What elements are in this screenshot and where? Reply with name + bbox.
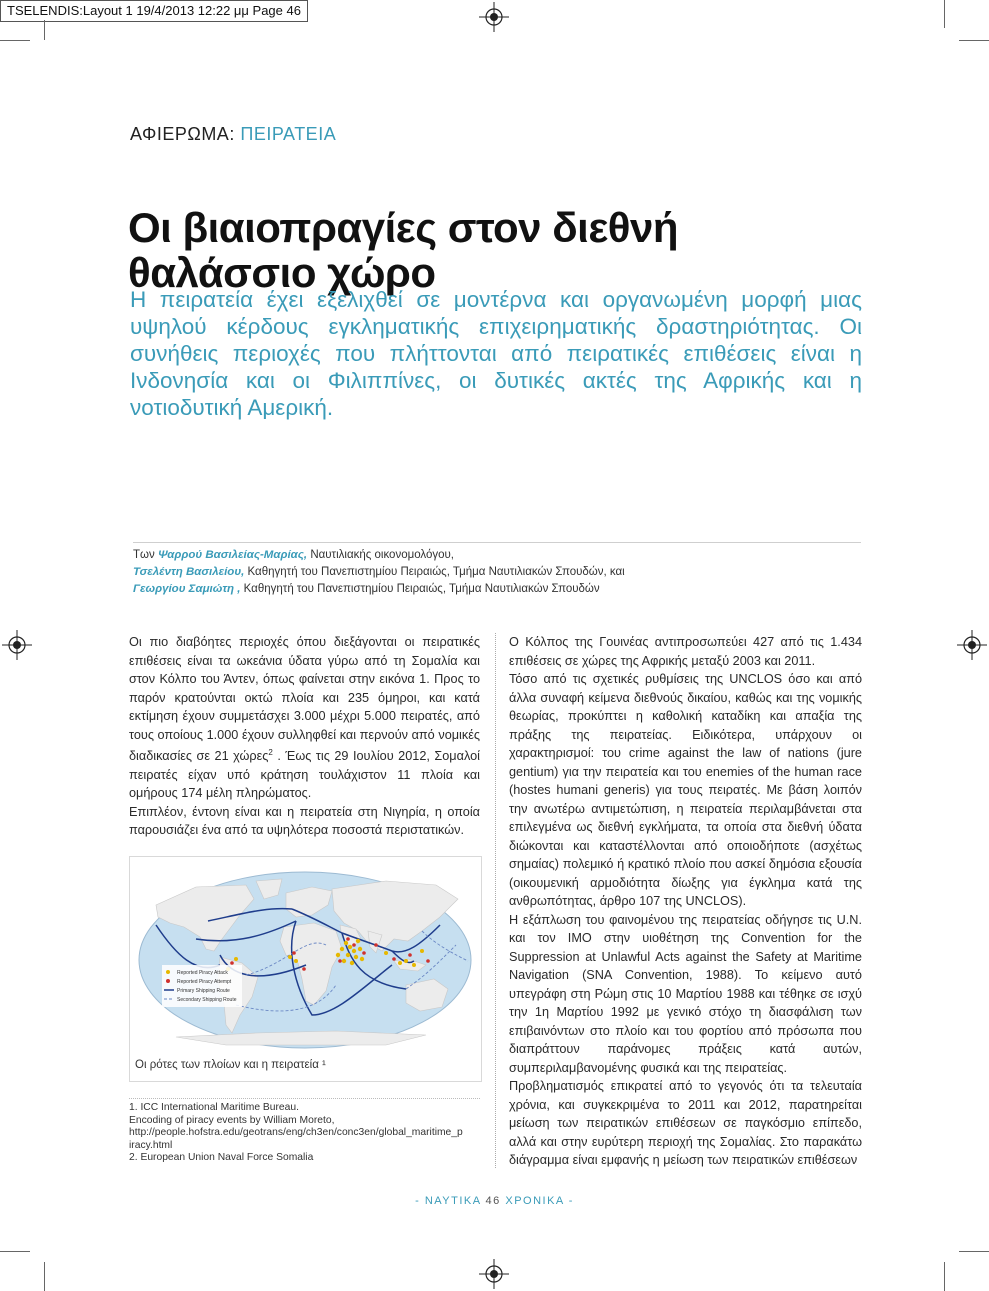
author-name: Τσελέντη Βασιλείου,: [133, 566, 245, 578]
footnote-line: 1. ICC International Maritime Bureau.: [129, 1102, 299, 1113]
map-legend: [162, 965, 242, 1007]
body-paragraph: Οι πιο διαβόητες περιοχές όπου διεξάγονται οι πειρατικές επιθέσεις είναι τα ωκεάνια ύδατα γύρω από τη Σομαλία και στον Κόλπο του Άντεν, όπως φαίνεται στην εικόνα 1. Προς το παρόν κρατούνται οκτώ πλοία και 235 όμηροι, και κατά εκτίμηση έχουν συμμετάσχει 3.000 μέχρι 5.000 πειρατές, από τους οποίους 1.000 έχουν συλληφθεί και περνούν από νομικές διαδικασίες σε 21 χώρες$^2$ . Έως τις 29 Ιουλίου 2012, Σομαλοί πειρατές είχαν υπό κράτηση τουλάχιστον 11 πλοία και ομήρους 174 μέλη πληρώματος.: [129, 635, 480, 801]
figure-shipping-routes-map: [129, 856, 482, 1082]
byline-author-1: [133, 547, 861, 564]
footnotes: [129, 1102, 489, 1165]
crop-mark: [44, 20, 45, 40]
crop-mark: [44, 1262, 45, 1291]
body-paragraph: Τόσο από τις σχετικές ρυθμίσεις της UNCLOS όσο και από άλλα συναφή κείμενα διεθνούς δικαίου, καθώς και της νομικής θεωρίας, προκύπτει η καθολική καταδίκη και απαξία της πράξης της πειρατείας. Ειδικότερα, υπάρχουν οι χαρακτηρισμοί: του crime against the law of nations (jure gentium) για την πειρατεία και του enemies of the human race (hostes humani generis) για τους πειρατές. Με βάση λοιπόν την ανωτέρω αντιμετώπιση, η πειρατεία περιλαμβάνεται στα επιλεγμένα ως διεθνή εγκλήματα, τα οποία στα διεθνή ύδατα διώκονται και καταστέλλονται από οποιοδήποτε (ασχέτως σημαίας) πολεμικό ή κρατικό πλοίο που ασκεί δημόσια εξουσία (οικουμενική αρμοδιότητα δίωξης για έγκλημα κατά της ανθρωπότητας, άρθρο 107 της UNCLOS).: [509, 672, 862, 908]
footnotes-divider: [129, 1098, 480, 1100]
byline-author-2: [133, 564, 861, 581]
body-paragraph: Επιπλέον, έντονη είναι και η πειρατεία στη Νιγηρία, η οποία παρουσιάζει ένα από τα υψηλότερα ποσοστά περιστατικών.: [129, 804, 480, 838]
body-paragraph: Η εξάπλωση του φαινομένου της πειρατείας οδήγησε τις U.N. και τον IMO στην υιοθέτηση της Convention for the Suppression at Unlawful Acts against the Safety at Maritime Navigation (SNA Convention, 1988). Το κείμενο αυτό υπεγράφη στη Ρώμη στις 10 Μαρτίου 1988 και τέθηκε σε ισχύ την 1η Μαρτίου 1992 με γενικό στόχο τη διασφάλιση των επιβαινόντων στο πλοίο και του φορτίου από πρόσωπα που διαπράττουν παράνομες πράξεις κατά αυτών, συμπεριλαμβανομένης φυσικά και της πειρατείας.: [509, 912, 862, 1075]
crop-mark: [959, 1251, 989, 1252]
figure-caption: Οι ρότες των πλοίων και η πειρατεία ¹: [135, 1059, 326, 1071]
crop-mark: [944, 0, 945, 28]
byline: [133, 547, 861, 598]
section-header: [130, 124, 336, 145]
body-paragraph: Ο Κόλπος της Γουινέας αντιπροσωπεύει 427 από τις 1.434 επιθέσεις σε χώρες της Αφρικής μεταξύ 2003 και 2011.: [509, 635, 862, 668]
crop-mark: [0, 1251, 30, 1252]
legend-label: Reported Piracy Attempt: [177, 979, 232, 985]
footnote-line: http://people.hofstra.edu/geotrans/eng/ch3en/conc3en/global_maritime_p: [129, 1127, 463, 1138]
right-column: [509, 633, 862, 1170]
author-role: Καθηγητή του Πανεπιστημίου Πειραιώς, Τμήμα Ναυτιλιακών Σπουδών, και: [247, 566, 625, 578]
author-name: Ψαρρού Βασιλείας-Μαρίας,: [157, 549, 308, 561]
section-label: ΑΦΙΕΡΩΜΑ:: [130, 124, 235, 144]
footnote-line: Encoding of piracy events by William Moreto,: [129, 1114, 335, 1126]
folio-left: - ΝΑΥΤΙΚΑ: [415, 1195, 481, 1207]
crop-mark: [944, 1262, 945, 1291]
section-value: ΠΕΙΡΑΤΕΙΑ: [240, 124, 337, 144]
byline-divider: [133, 542, 861, 543]
byline-author-3: [133, 581, 861, 598]
article-title: Οι βιαιοπραγίες στον διεθνή θαλάσσιο χώρο: [128, 204, 678, 296]
world-map-image: [136, 865, 474, 1055]
author-name: Γεωργίου Σαμιώτη ,: [133, 583, 241, 595]
article-lead: Η πειρατεία έχει εξελιχθεί σε μοντέρνα και οργανωμένη μορφή μιας υψηλού κέρδους εγκληματικής επιχειρηματικής δραστηριότητας. Οι συνήθεις περιοχές που πλήττονται από πειρατικές επιθέσεις είναι η Ινδονησία και οι Φιλιππίνες, οι δυτικές ακτές της Αφρικής και η νοτιοδυτική Αμερική.: [130, 287, 862, 420]
registration-mark-icon: [479, 2, 509, 32]
legend-attempt-swatch: [166, 979, 170, 983]
page-number: 46: [485, 1195, 501, 1207]
registration-mark-icon: [2, 630, 32, 660]
print-slug: TSELENDIS:Layout 1 19/4/2013 12:22 μμ Page 46: [0, 0, 308, 22]
footnote-ref: 2: [268, 748, 273, 757]
legend-label: Secondary Shipping Route: [177, 997, 237, 1003]
legend-label: Primary Shipping Route: [177, 988, 230, 994]
left-column: [129, 633, 480, 840]
registration-mark-icon: [479, 1259, 509, 1289]
legend-attack-swatch: [166, 970, 170, 974]
footnote-line: iracy.html: [129, 1139, 173, 1151]
author-role: Ναυτιλιακής οικονομολόγου,: [310, 549, 454, 561]
author-role: Καθηγητή του Πανεπιστημίου Πειραιώς, Τμήμα Ναυτιλιακών Σπουδών: [243, 583, 600, 595]
legend-label: Reported Piracy Attack: [177, 970, 228, 976]
crop-mark: [0, 40, 30, 41]
body-paragraph: Προβληματισμός επικρατεί από το γεγονός ότι τα τελευταία χρόνια, και συγκεκριμένα το 2011 και 2012, παρατηρείται μείωση των πειρατικών επιθέσεων σε παγκόσμιο επίπεδο, αλλά και στην ευρύτερη περιοχή της Σομαλίας. Στο παρακάτω διάγραμμα είναι εμφανής η μείωση των πειρατικών επιθέσεων: [509, 1079, 862, 1167]
folio-right: ΧΡΟΝΙΚΑ -: [505, 1195, 574, 1207]
crop-mark: [959, 40, 989, 41]
byline-prefix: Των: [133, 549, 155, 561]
page-folio: [0, 1195, 989, 1207]
column-divider: [495, 633, 496, 1168]
footnote-line: 2. European Union Naval Force Somalia: [129, 1152, 314, 1163]
registration-mark-icon: [957, 630, 987, 660]
